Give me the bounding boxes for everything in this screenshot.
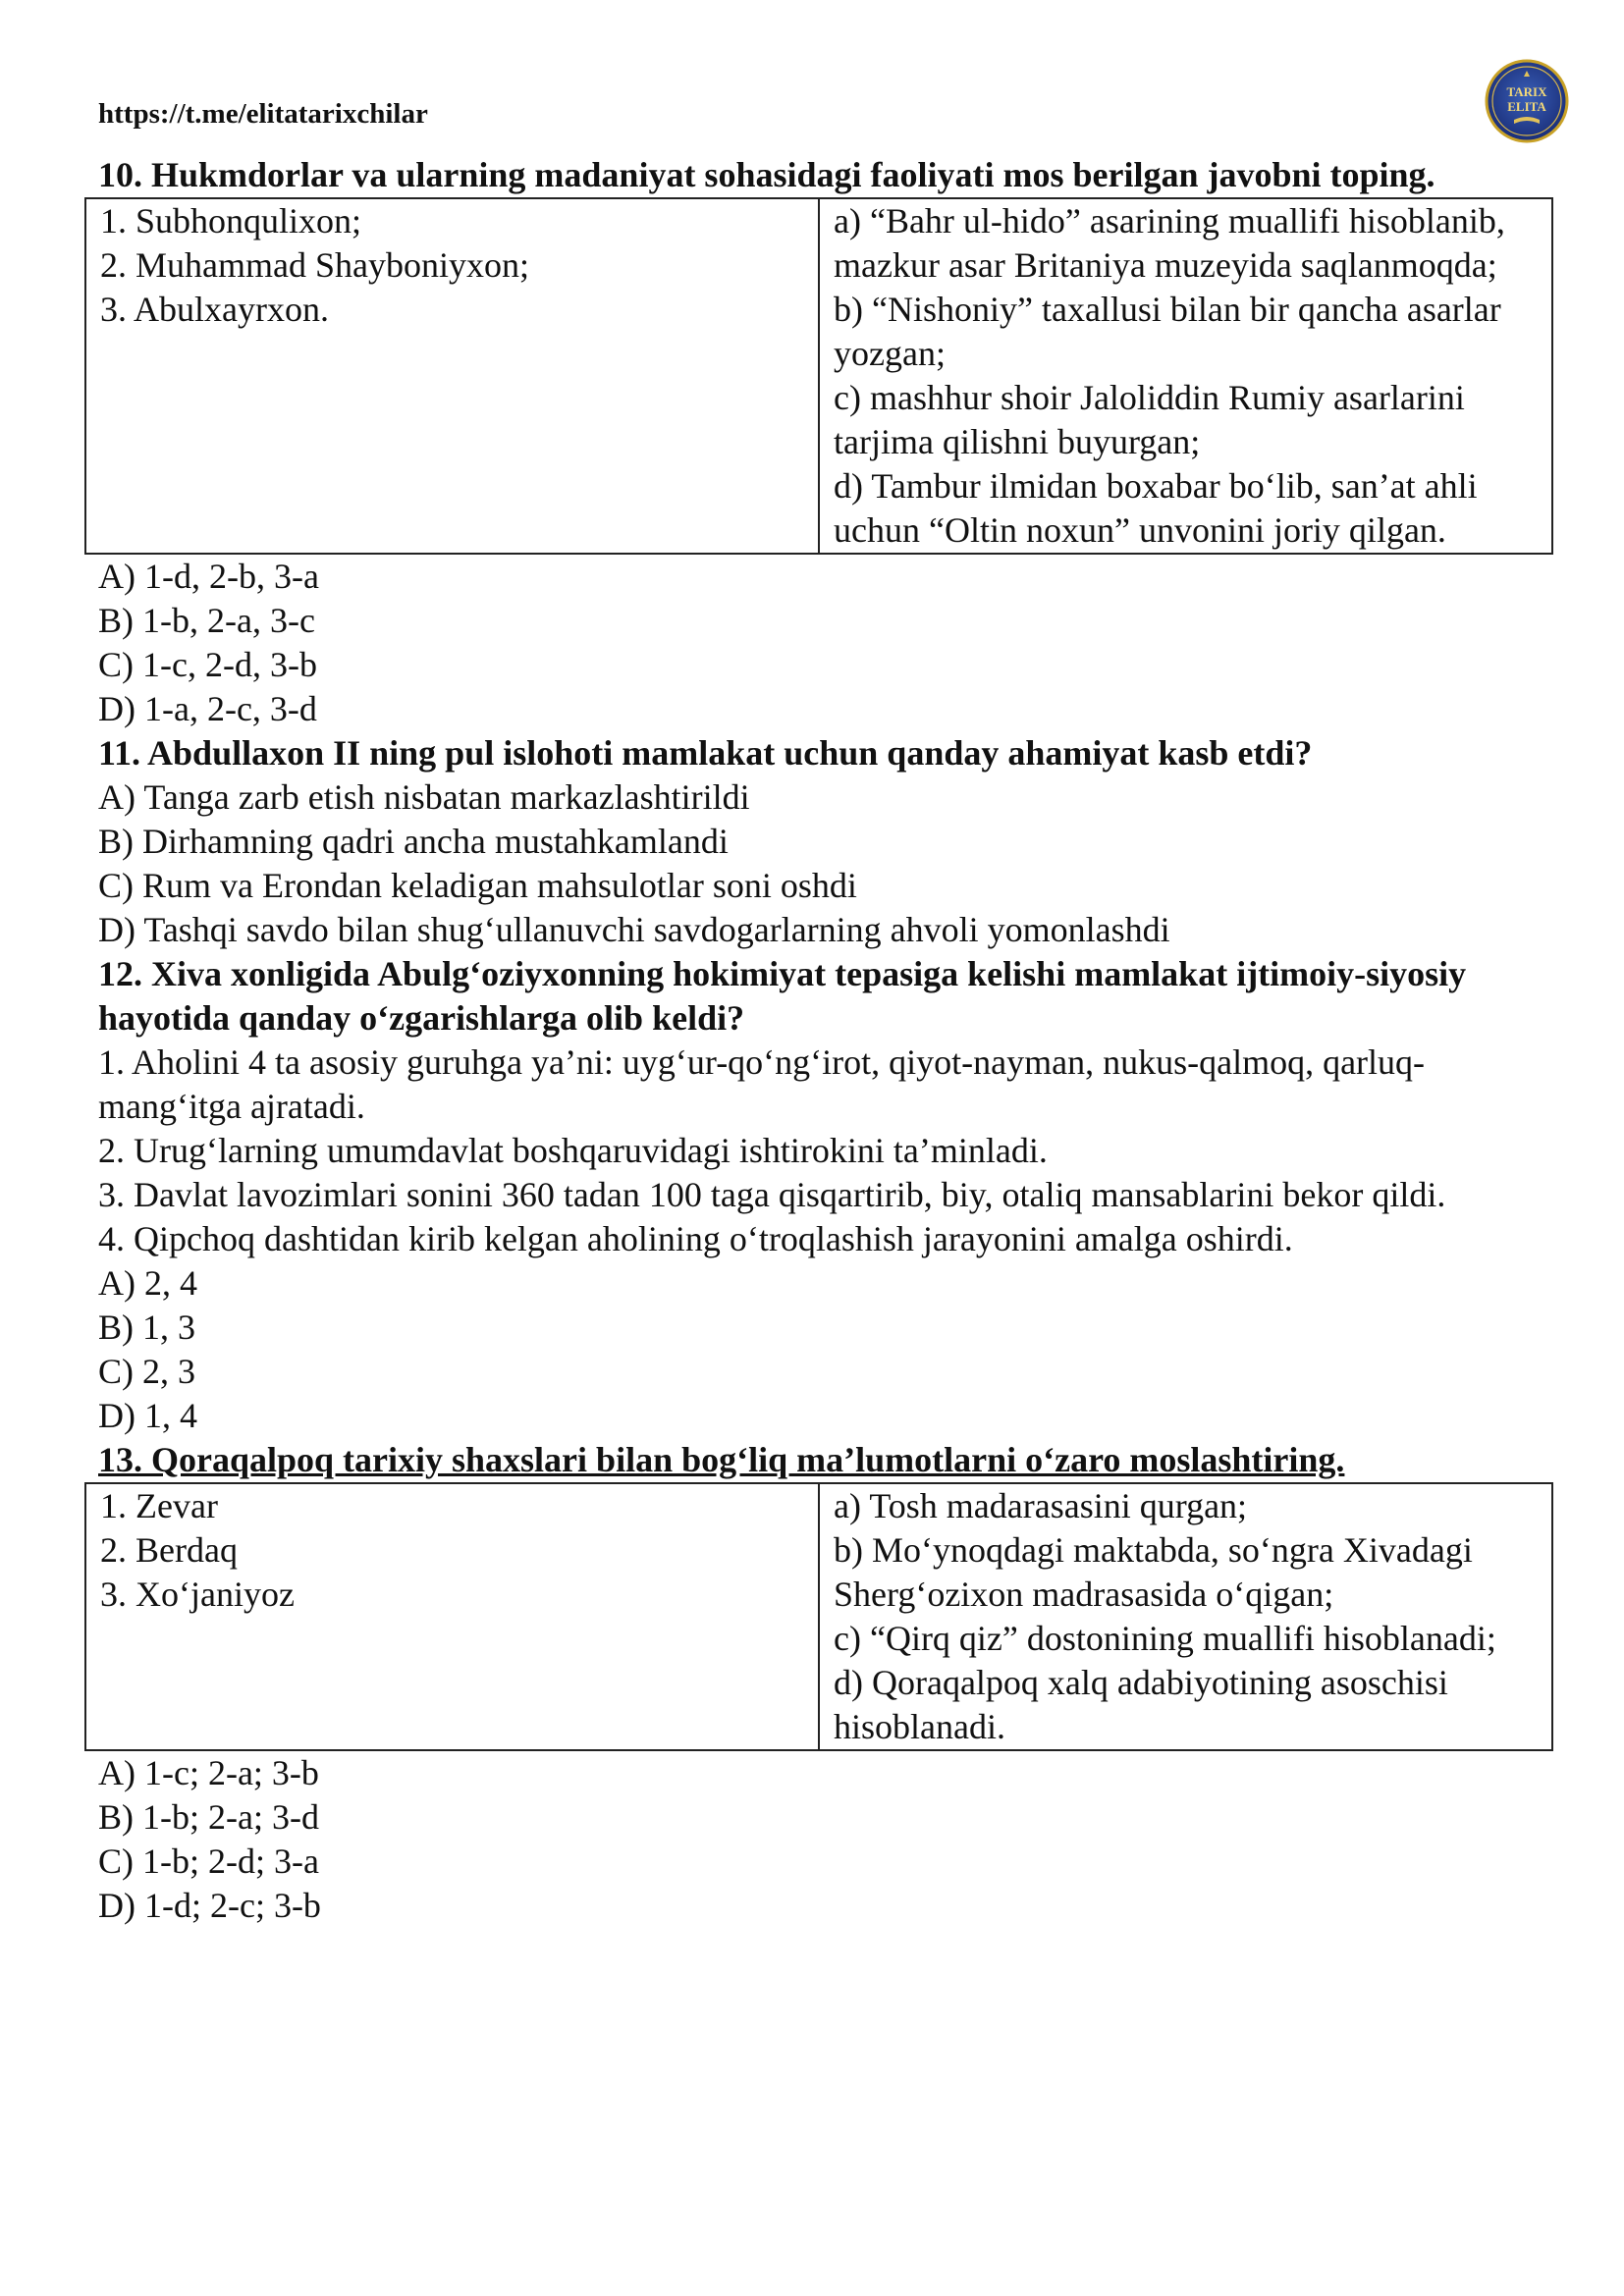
q10-left-item: 3. Abulxayrxon. xyxy=(100,290,329,329)
q12-option-a[interactable]: A) 2, 4 xyxy=(98,1263,197,1303)
q12-statement: 2. Urug‘larning umumdavlat boshqaruvidagi ishtirokini ta’minladi. xyxy=(98,1131,1048,1170)
q11-option-b[interactable]: B) Dirhamning qadri ancha mustahkamlandi xyxy=(98,822,729,861)
question-12-title: 12. Xiva xonligida Abulg‘oziyxonning hokimiyat tepasiga kelishi mamlakat ijtimoiy-siyosiy hayotida qanday o‘zgarishlarga olib keldi? xyxy=(98,954,1467,1038)
logo-text-bottom: ELITA xyxy=(1507,99,1546,114)
question-13-right-column xyxy=(819,1483,1552,1750)
q13-right-item: d) Qoraqalpoq xalq adabiyotining asoschisi hisoblanadi. xyxy=(834,1663,1448,1746)
q10-right-item: a) “Bahr ul-hido” asarining muallifi hisoblanib, mazkur asar Britaniya muzeyida saqlanmoqda; xyxy=(834,201,1505,285)
q10-option-a[interactable]: A) 1-d, 2-b, 3-a xyxy=(98,557,319,596)
q13-option-d[interactable]: D) 1-d; 2-c; 3-b xyxy=(98,1886,321,1925)
q12-statement: 4. Qipchoq dashtidan kirib kelgan aholining o‘troqlashish jarayonini amalga oshirdi. xyxy=(98,1219,1293,1258)
q13-right-item: c) “Qirq qiz” dostonining muallifi hisoblanadi; xyxy=(834,1619,1496,1658)
q13-right-item: a) Tosh madarasasini qurgan; xyxy=(834,1486,1248,1525)
question-13-left-column xyxy=(85,1483,819,1750)
telegram-link[interactable]: https://t.me/elitatarixchilar xyxy=(98,98,428,130)
q13-option-b[interactable]: B) 1-b; 2-a; 3-d xyxy=(98,1797,319,1837)
q10-right-item: c) mashhur shoir Jaloliddin Rumiy asarlarini tarjima qilishni buyurgan; xyxy=(834,378,1465,461)
q10-option-c[interactable]: C) 1-c, 2-d, 3-b xyxy=(98,645,317,684)
question-13-match-table xyxy=(84,1482,1553,1751)
question-12 xyxy=(98,952,1551,1438)
q13-right-item: b) Mo‘ynoqdagi maktabda, so‘ngra Xivadagi Sherg‘ozixon madrasasida o‘qigan; xyxy=(834,1530,1473,1614)
q10-left-item: 1. Subhonqulixon; xyxy=(100,201,362,240)
question-10 xyxy=(98,153,1551,731)
q13-left-item: 2. Berdaq xyxy=(100,1530,238,1570)
q11-option-a[interactable]: A) Tanga zarb etish nisbatan markazlashtirildi xyxy=(98,777,750,817)
question-13 xyxy=(98,1438,1551,1928)
q13-option-a[interactable]: A) 1-c; 2-a; 3-b xyxy=(98,1753,319,1792)
question-10-title: 10. Hukmdorlar va ularning madaniyat sohasidagi faoliyati mos berilgan javobni toping. xyxy=(98,155,1435,194)
q13-left-item: 3. Xo‘janiyoz xyxy=(100,1575,295,1614)
q10-right-item: d) Tambur ilmidan boxabar bo‘lib, san’at ahli uchun “Oltin noxun” unvonini joriy qilgan. xyxy=(834,466,1478,550)
question-10-match-table xyxy=(84,197,1553,555)
q11-option-d[interactable]: D) Tashqi savdo bilan shug‘ullanuvchi savdogarlarning ahvoli yomonlashdi xyxy=(98,910,1170,949)
q13-option-c[interactable]: C) 1-b; 2-d; 3-a xyxy=(98,1842,319,1881)
q13-left-item: 1. Zevar xyxy=(100,1486,218,1525)
question-10-right-column xyxy=(819,198,1552,554)
document-page xyxy=(98,94,1551,1928)
q10-option-d[interactable]: D) 1-a, 2-c, 3-d xyxy=(98,689,317,728)
question-13-title: 13. Qoraqalpoq tarixiy shaxslari bilan bog‘liq ma’lumotlarni o‘zaro moslashtiring. xyxy=(98,1440,1345,1479)
question-11-title: 11. Abdullaxon II ning pul islohoti mamlakat uchun qanday ahamiyat kasb etdi? xyxy=(98,733,1313,773)
q12-option-c[interactable]: C) 2, 3 xyxy=(98,1352,195,1391)
q12-statement: 1. Aholini 4 ta asosiy guruhga ya’ni: uyg‘ur-qo‘ng‘irot, qiyot-nayman, nukus-qalmoq, qarluq-mang‘itga ajratadi. xyxy=(98,1042,1426,1126)
logo-text-top: TARIX xyxy=(1506,84,1547,99)
q10-option-b[interactable]: B) 1-b, 2-a, 3-c xyxy=(98,601,315,640)
question-10-left-column xyxy=(85,198,819,554)
q10-right-item: b) “Nishoniy” taxallusi bilan bir qancha asarlar yozgan; xyxy=(834,290,1501,373)
q12-option-b[interactable]: B) 1, 3 xyxy=(98,1308,195,1347)
q12-statement: 3. Davlat lavozimlari sonini 360 tadan 100 taga qisqartirib, biy, otaliq mansablarini bekor qildi. xyxy=(98,1175,1446,1214)
q12-option-d[interactable]: D) 1, 4 xyxy=(98,1396,197,1435)
q11-option-c[interactable]: C) Rum va Erondan keladigan mahsulotlar soni oshdi xyxy=(98,866,857,905)
q10-left-item: 2. Muhammad Shayboniyxon; xyxy=(100,245,529,285)
question-11 xyxy=(98,731,1551,952)
